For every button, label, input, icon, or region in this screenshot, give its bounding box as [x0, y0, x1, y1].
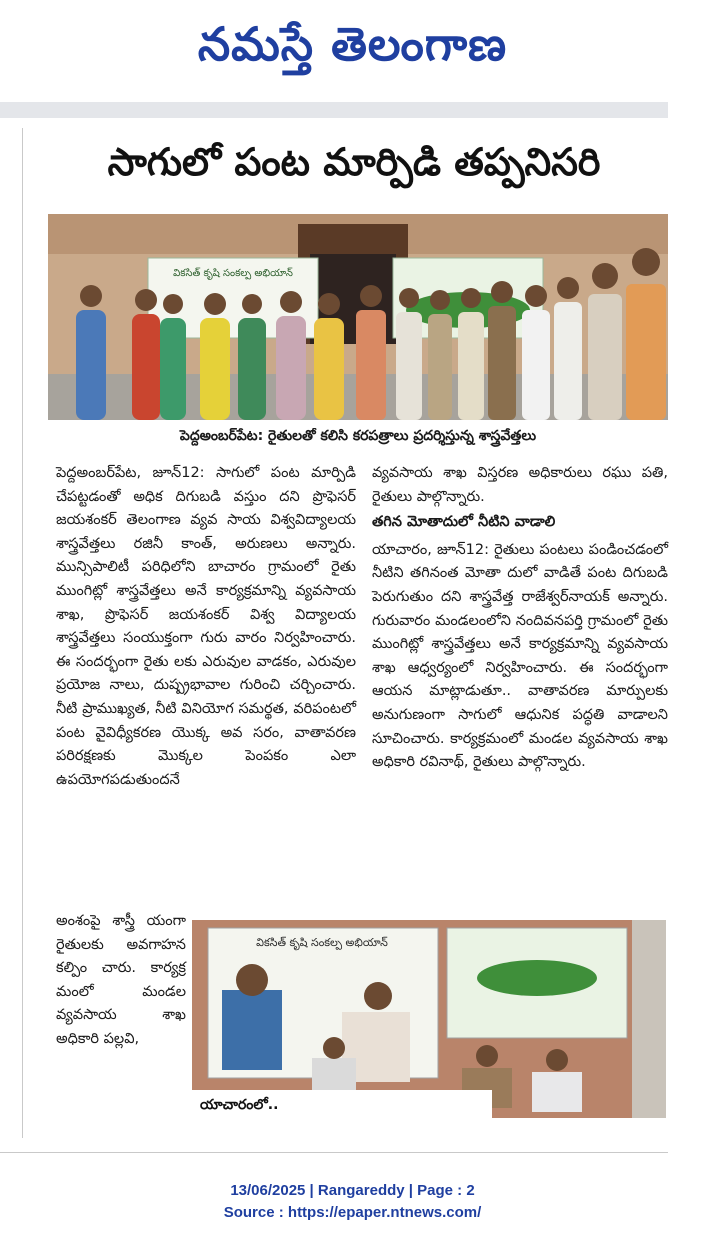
page-footer — [0, 1180, 705, 1224]
story1-body: పెద్దఅంబర్‌పేట, జూన్12: సాగులో పంట మార్పిడి చేపట్టడంతో అధిక దిగుబడి వస్తుం దని ప్రొఫెసర్ జయశంకర్ తెలంగాణ వ్యవ సాయ విశ్వవిద్యాలయ శాస్త్రవేత్తలు రజినీ కాంత్, అరుణలు అన్నారు. మున్సిపాలిటీ పరిధిలోని బాచారం గ్రామంలో రైతు ముంగిట్లో శాస్త్రవేత్తలు అనే కార్యక్రమాన్ని వ్యవసాయ శాఖ, ప్రొఫెసర్ జయశంకర్ విశ్వ విద్యాలయ శాస్త్రవేత్తలు సంయుక్తంగా గురు వారం నిర్వహించారు. ఈ సందర్భంగా రైతు లకు ఎరువుల వాడకం, ఎరువుల ప్రయోజ నాలు, దుష్ప్రభావాల గురించి చర్చించారు. నీటి ప్రాముఖ్యత, నీటి వినియోగ సమర్థత, వరిపంటలో పంట వైవిధ్యీకరణ యొక్క అవ సరం, వాతావరణ పరిరక్షణకు మొక్కల పెంపకం ఎలా ఉపయోగపడుతుందనే — [56, 465, 356, 788]
main-photo-caption: పెద్దఅంబర్‌పేట: రైతులతో కలిసి కరపత్రాలు ప్రదర్శిస్తున్న శాస్త్రవేత్తలు — [179, 428, 537, 444]
footer-source: Source : https://epaper.ntnews.com/ — [223, 1204, 482, 1221]
right-column — [372, 462, 668, 775]
banner-text-2: వికసిత్ కృషి సంకల్ప అభియాన్ — [256, 936, 388, 949]
meeting-photo — [192, 920, 666, 1118]
footer-divider — [0, 1152, 668, 1153]
article-headline: సాగులో పంట మార్పిడి తప్పనిసరి — [107, 140, 601, 184]
farmers-group-photo — [48, 214, 668, 420]
footer-date-edition: 13/06/2025 | Rangareddy | Page : 2 — [230, 1182, 475, 1199]
story2-body: యాచారం, జూన్12: రైతులు పంటలు పండించడంలో నీటిని తగినంత మోతా దులో వాడితే పంట దిగుబడి పెరుగుతుం దని శాస్త్రవేత్త రాజేశ్వర్‌నాయక్ అన్నారు. గురువారం మండలంలోని నందివనపర్తి గ్రామంలో రైతు ముంగిట్లో శాస్త్రవేత్తలు అనే కార్యక్రమాన్ని వ్యవసాయ శాఖ ఆధ్వర్యంలో నిర్వహించారు. ఈ సందర్భంగా ఆయన మాట్లాడుతూ.. వాతావరణ మార్పులకు అనుగుణంగా సాగులో ఆధునిక పద్ధతి వాడాలని సూచించారు. కార్యక్రమంలో మండల వ్యవసాయ శాఖ అధికారి రవినాథ్, రైతులు పాల్గొన్నారు. — [372, 541, 668, 771]
masthead-divider — [0, 102, 668, 118]
second-photo-caption: యాచారంలో.. — [200, 1097, 279, 1113]
second-photo — [192, 920, 666, 1118]
story1-column — [56, 462, 356, 792]
main-photo — [48, 214, 668, 420]
story2-subheading: తగిన మోతాదులో నీటిని వాడాలి — [372, 514, 556, 531]
masthead — [0, 0, 705, 100]
story1-column-narrow — [56, 910, 186, 1052]
story1-body-end: వ్యవసాయ శాఖ విస్తరణ అధికారులు రఘు పతి, రైతులు పాల్గొన్నారు. — [372, 465, 668, 505]
banner-text: వికసిత్ కృషి సంకల్ప అభియాన్ — [173, 268, 293, 279]
newspaper-logo: నమస్తే తెలంగాణ — [197, 17, 508, 71]
story1-body-cont: అంశంపై శాస్త్రీ యంగా రైతులకు అవగాహన కల్పిం చారు. కార్యక్ర మంలో మండల వ్యవసాయ శాఖ అధికారి పల్లవి, — [56, 913, 186, 1047]
